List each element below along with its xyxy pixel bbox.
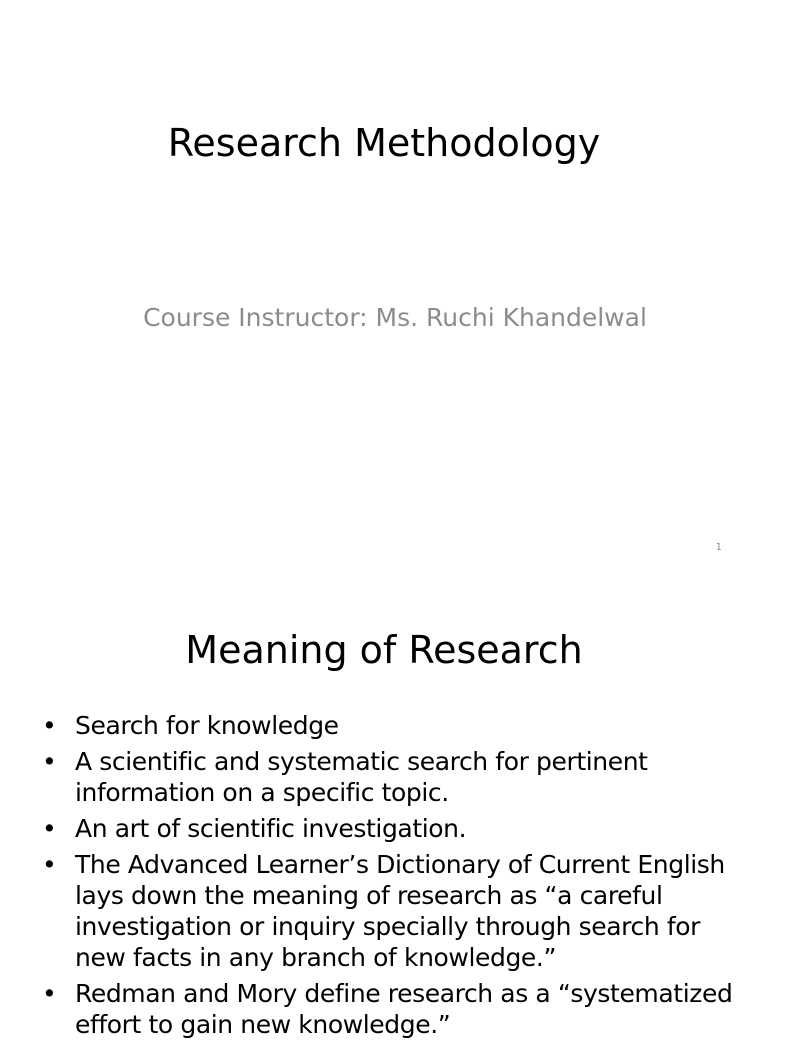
bullet-item (42, 978, 742, 1040)
bullet-item (42, 710, 742, 741)
slide-subtitle: Course Instructor: Ms. Ruchi Khandelwal (143, 303, 647, 332)
bullet-icon: • (42, 711, 57, 740)
bullet-list (42, 710, 742, 1045)
bullet-item (42, 849, 742, 973)
bullet-text: Redman and Mory define research as a “systematized effort to gain new knowledge.” (75, 979, 733, 1039)
bullet-icon: • (42, 747, 57, 776)
slide-number: 1 (715, 542, 722, 553)
bullet-text: A scientific and systematic search for pertinent information on a specific topic. (75, 747, 648, 807)
bullet-icon: • (42, 814, 57, 843)
bullet-text: The Advanced Learner’s Dictionary of Current English lays down the meaning of research as “a careful investigation or inquiry specially through search for new facts in any branch of knowledge.” (75, 850, 725, 972)
bullet-text: An art of scientific investigation. (75, 814, 467, 843)
bullet-item (42, 746, 742, 808)
bullet-text: Search for knowledge (75, 711, 339, 740)
bullet-icon: • (42, 979, 57, 1008)
slide-title: Research Methodology (167, 121, 601, 165)
slide-title: Meaning of Research (185, 628, 583, 672)
slide-2 (0, 576, 768, 1039)
bullet-item (42, 813, 742, 844)
bullet-icon: • (42, 850, 57, 879)
